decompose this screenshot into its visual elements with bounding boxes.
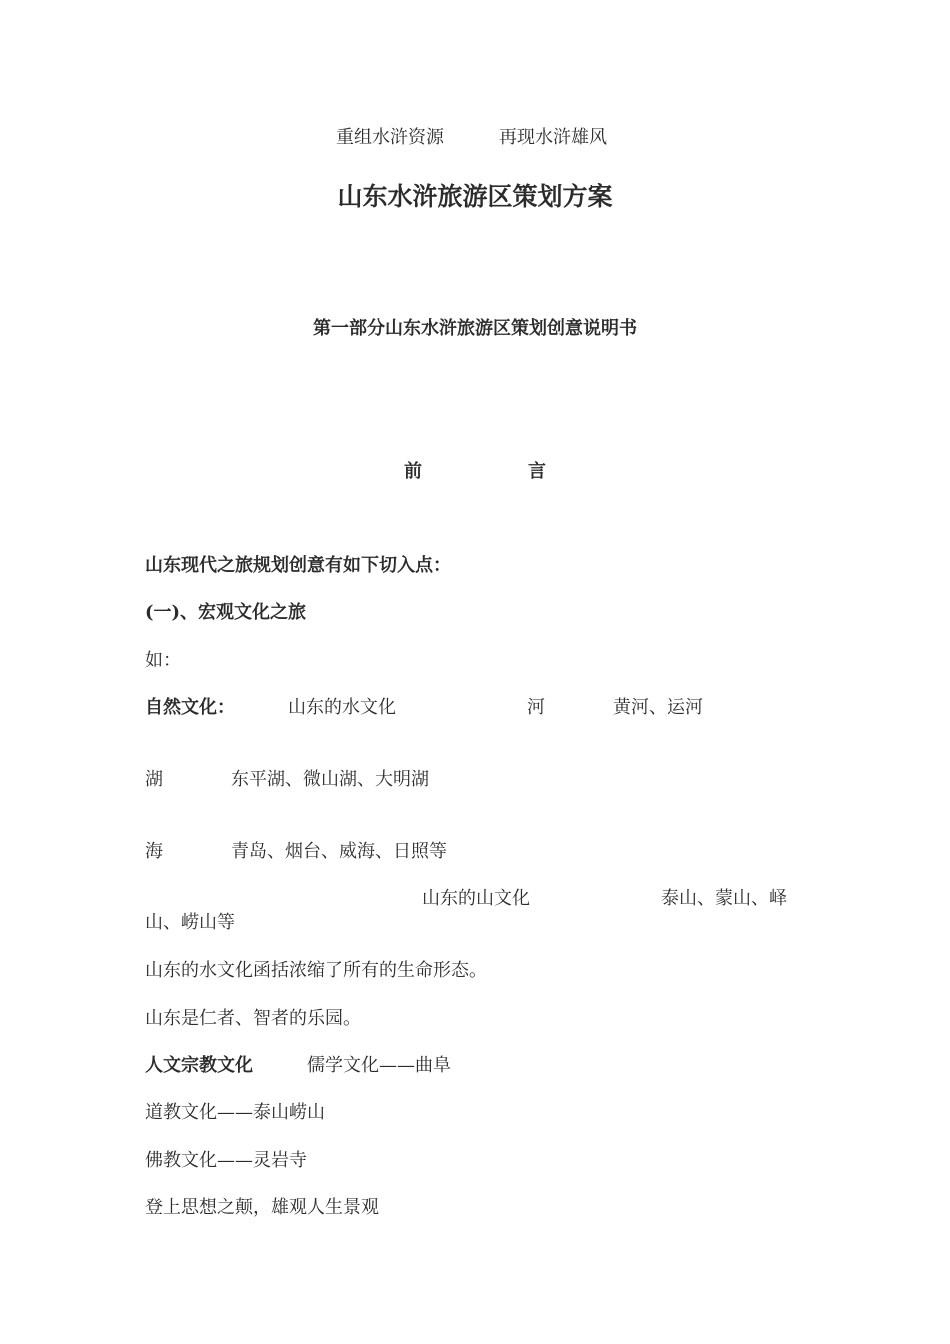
- summit-line: 登上思想之颠，雄观人生景观: [145, 1197, 379, 1218]
- part-title: 第一部分山东水浒旅游区策划创意说明书: [313, 318, 637, 339]
- mountain-list-line1: 泰山、蒙山、峄: [661, 888, 787, 909]
- paradise-sentence: 山东是仁者、智者的乐园。: [145, 1008, 361, 1029]
- slogan-left: 重组水浒资源: [336, 127, 444, 148]
- preface-heading-char-1: 前: [404, 461, 422, 482]
- buddhist-line: 佛教文化——灵岩寺: [145, 1150, 307, 1171]
- slogan-right: 再现水浒雄风: [499, 127, 607, 148]
- example-label: 如：: [145, 650, 181, 671]
- confucian-line: 儒学文化——曲阜: [307, 1055, 451, 1076]
- nature-culture-label: 自然文化：: [145, 697, 235, 718]
- water-culture-text: 山东的水文化: [288, 697, 396, 718]
- sea-list: 青岛、烟台、威海、日照等: [231, 841, 447, 862]
- section-heading: (一)、宏观文化之旅: [145, 602, 307, 623]
- mountain-culture-text: 山东的山文化: [422, 888, 530, 909]
- intro-line: 山东现代之旅规划创意有如下切入点：: [145, 555, 451, 576]
- mountain-list-line2: 山、崂山等: [145, 912, 235, 933]
- water-culture-sentence: 山东的水文化函括浓缩了所有的生命形态。: [145, 960, 487, 981]
- river-label: 河: [527, 697, 545, 718]
- preface-heading-char-2: 言: [528, 461, 546, 482]
- humanity-culture-label: 人文宗教文化: [145, 1055, 253, 1076]
- sea-label: 海: [145, 841, 163, 862]
- lake-label: 湖: [145, 769, 163, 790]
- taoist-line: 道教文化——泰山崂山: [145, 1102, 325, 1123]
- river-list: 黄河、运河: [613, 697, 703, 718]
- lake-list: 东平湖、微山湖、大明湖: [231, 769, 429, 790]
- main-title: 山东水浒旅游区策划方案: [337, 182, 613, 211]
